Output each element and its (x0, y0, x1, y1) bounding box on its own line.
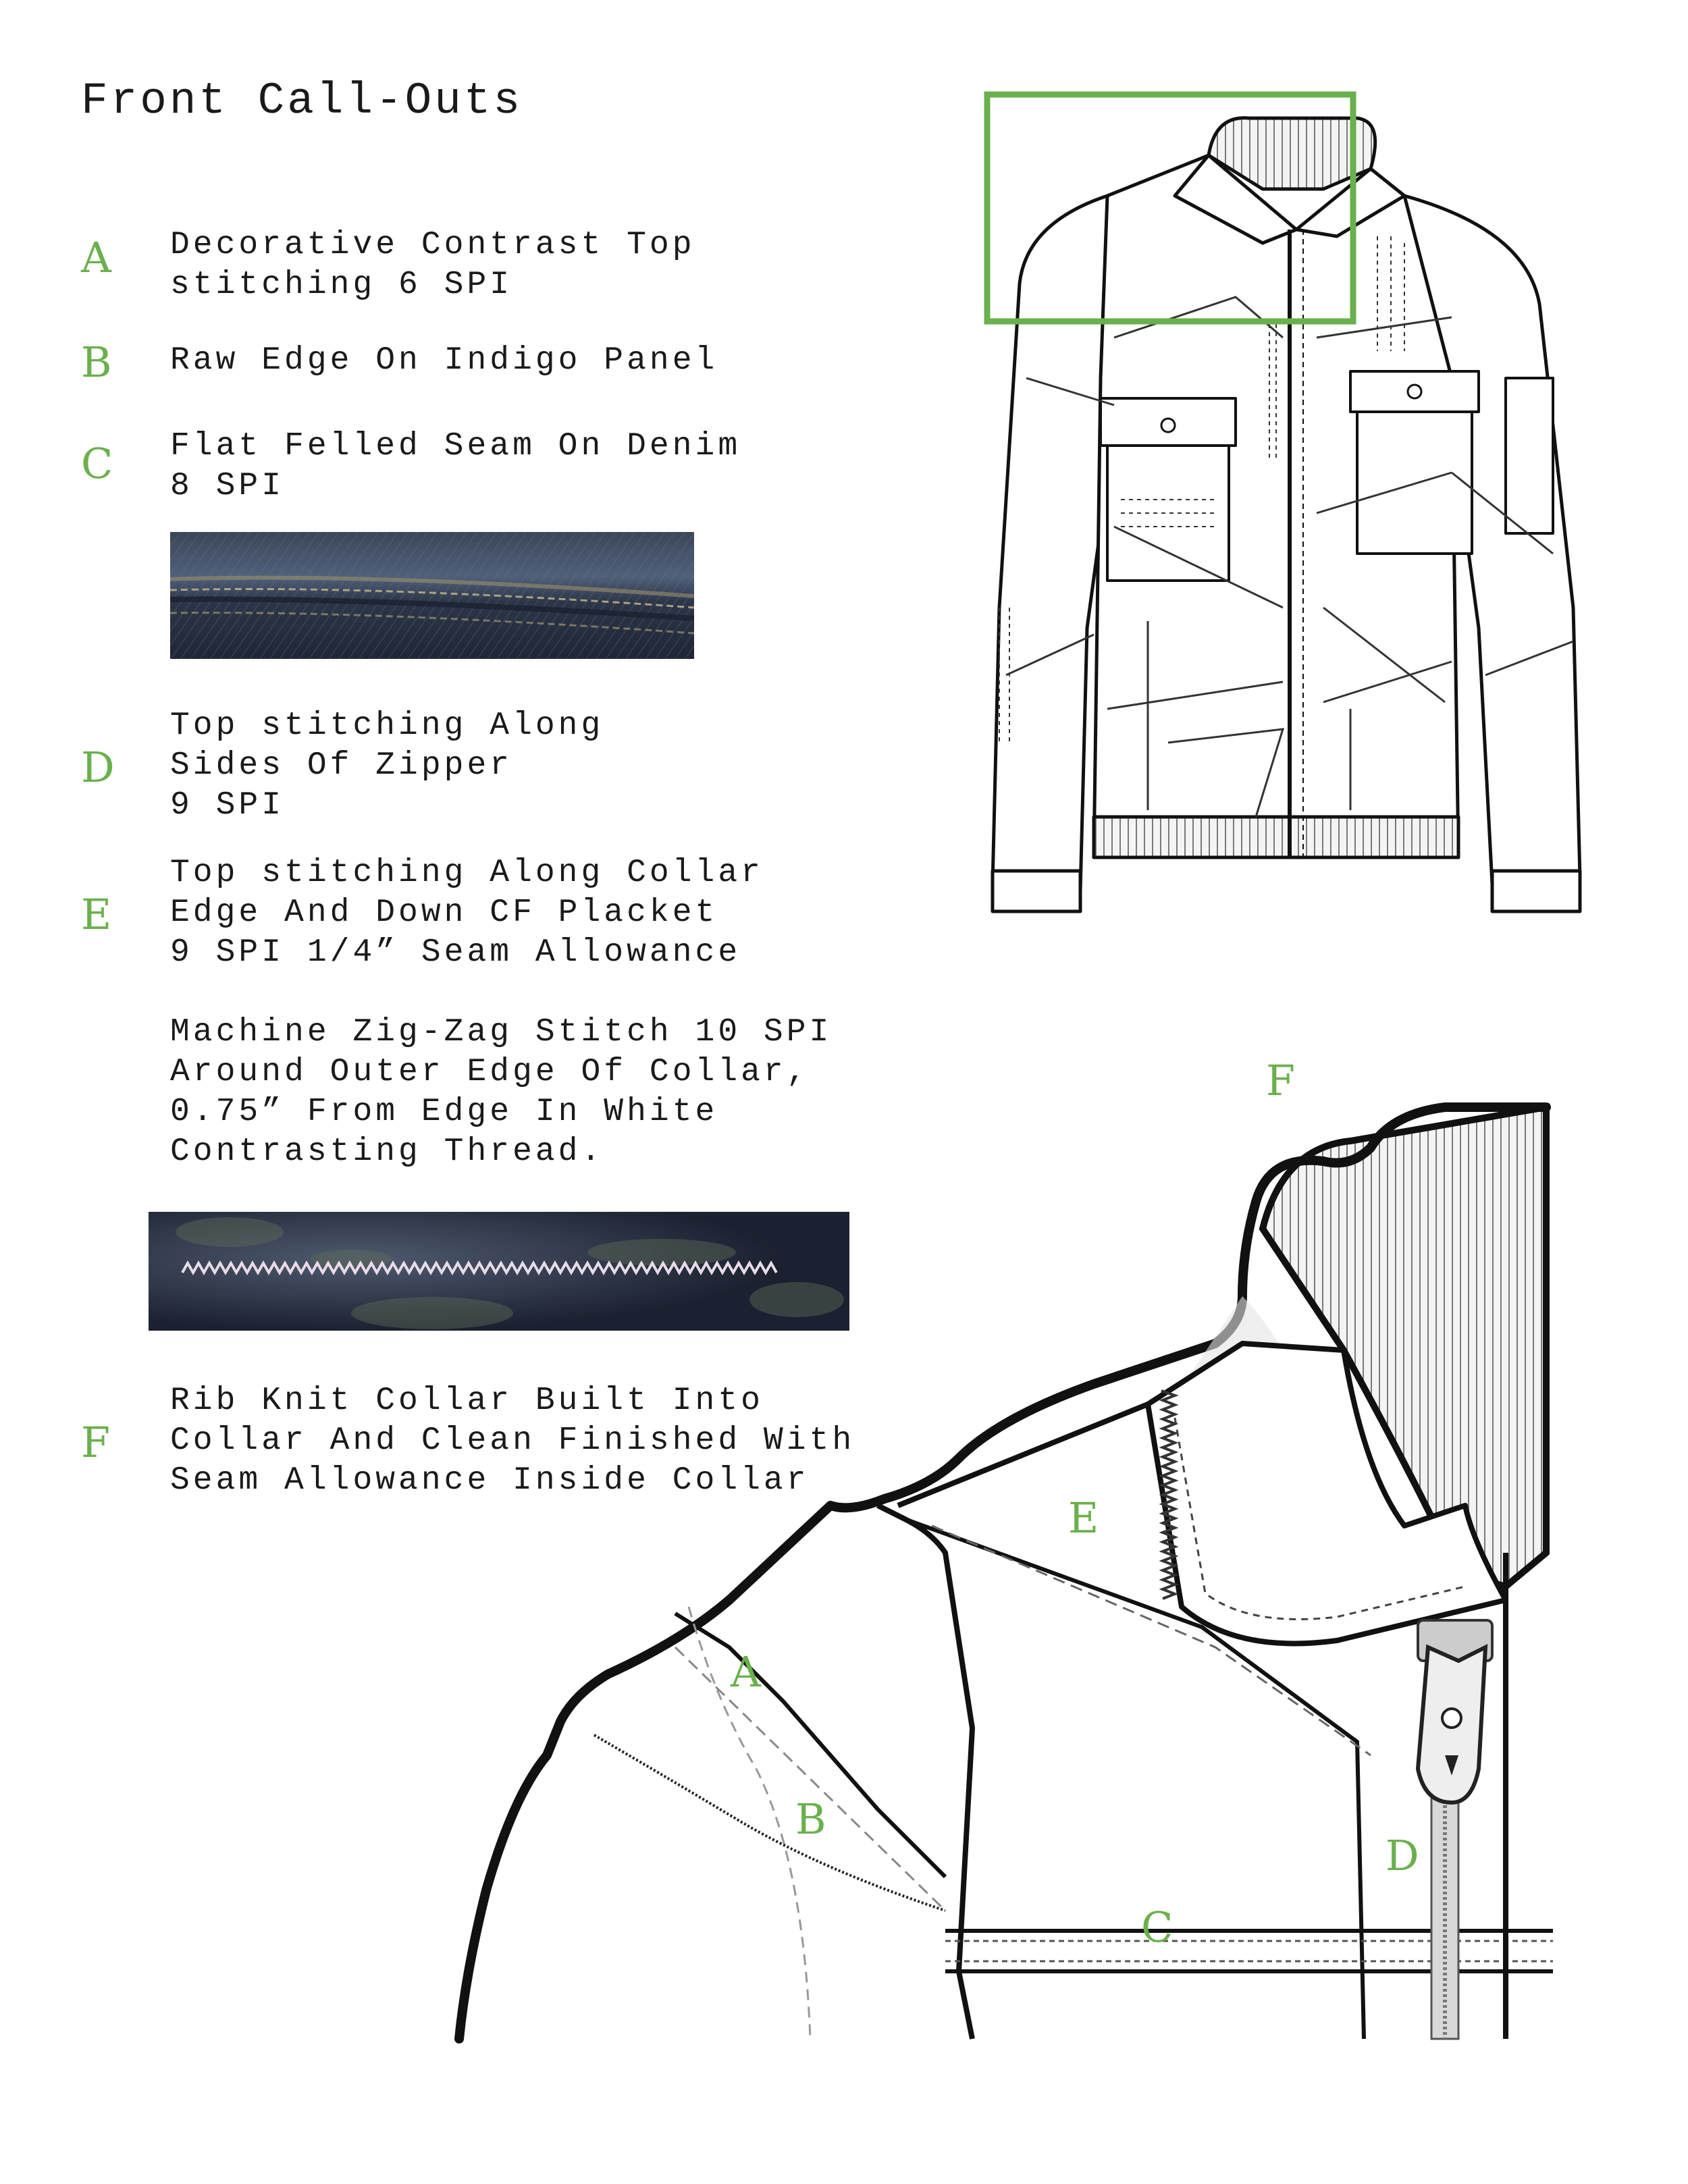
callout-text-e: Top stitching Along Collar Edge And Down CF Placket 9 SPI 1/4” Seam Allowance (170, 855, 764, 971)
callout-text-d: Top stitching Along Sides Of Zipper 9 SPI (170, 708, 604, 824)
zigzag-stitch-note: Machine Zig-Zag Stitch 10 SPI Around Outer Edge Of Collar, 0.75” From Edge In White Contrasting Thread. (170, 1014, 833, 1170)
page-title: Front Call-Outs (81, 76, 523, 126)
detail-label-f: F (1266, 1056, 1296, 1105)
detail-label-a: A (731, 1647, 761, 1697)
detail-label-c: C (1141, 1902, 1173, 1952)
callout-letter-d: D (81, 743, 115, 792)
right-cuff (1492, 871, 1580, 911)
callout-letter-a: A (81, 233, 111, 282)
callout-text-f: Rib Knit Collar Built Into Collar And Clean Finished With Seam Allowance Inside Collar (170, 1383, 855, 1499)
hem-rib (1094, 817, 1458, 857)
callout-text-a: Decorative Contrast Top stitching 6 SPI (170, 227, 695, 303)
sleeve-pocket (1506, 378, 1553, 533)
jacket-flat-sketch (993, 118, 1580, 911)
callout-text-b: Raw Edge On Indigo Panel (170, 342, 718, 379)
callout-text-c: Flat Felled Seam On Denim 8 SPI (170, 428, 741, 504)
left-cuff (993, 871, 1080, 911)
callout-letter-f: F (81, 1418, 111, 1467)
detail-label-e: E (1068, 1493, 1099, 1543)
collar-detail-drawing (459, 1107, 1553, 2039)
callout-letter-b: B (81, 338, 112, 387)
callout-letter-c: C (81, 439, 113, 488)
detail-label-d: D (1386, 1831, 1419, 1880)
callout-letter-e: E (81, 890, 112, 939)
detail-label-b: B (795, 1794, 826, 1844)
